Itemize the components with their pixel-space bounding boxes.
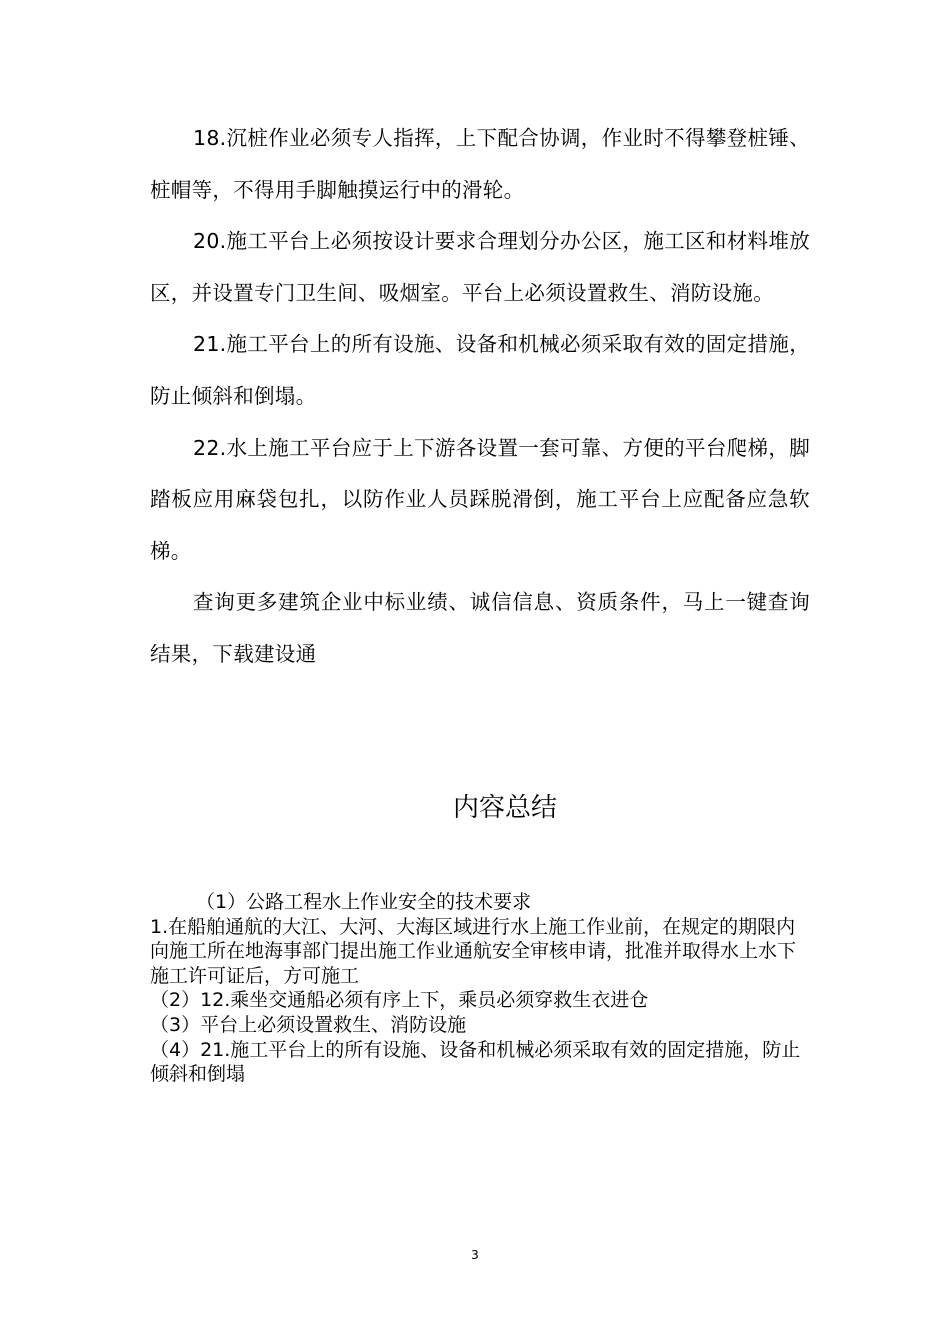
summary-item-4: （4）21.施工平台上的所有设施、设备和机械必须采取有效的固定措施，防止倾斜和倒塌 xyxy=(150,1038,801,1086)
paragraph-20: 20.施工平台上必须按设计要求合理划分办公区，施工区和材料堆放区，并设置专门卫生间、吸烟室。平台上必须设置救生、消防设施。 xyxy=(150,229,810,305)
body-text xyxy=(150,113,810,681)
summary-item-1: 1.在船舶通航的大江、大河、大海区域进行水上施工作业前，在规定的期限内向施工所在地海事部门提出施工作业通航安全审核申请，批准并取得水上水下施工许可证后，方可施工 xyxy=(150,915,797,987)
page-number: 3 xyxy=(471,1248,479,1262)
summary-title: 内容总结 xyxy=(452,793,557,823)
promo-paragraph: 查询更多建筑企业中标业绩、诚信信息、资质条件，马上一键查询结果，下载建设通 xyxy=(150,590,810,666)
summary-heading: （1）公路工程水上作业安全的技术要求 xyxy=(196,891,532,913)
paragraph-18: 18.沉桩作业必须专人指挥，上下配合协调，作业时不得攀登桩锤、桩帽等，不得用手脚触摸运行中的滑轮。 xyxy=(150,126,810,202)
paragraph-22: 22.水上施工平台应于上下游各设置一套可靠、方便的平台爬梯，脚踏板应用麻袋包扎，以防作业人员踩脱滑倒，施工平台上应配备应急软梯。 xyxy=(150,435,810,563)
summary-item-2: （2）12.乘坐交通船必须有序上下，乘员必须穿救生衣进仓 xyxy=(150,989,649,1012)
summary-item-3: （3）平台上必须设置救生、消防设施 xyxy=(150,1013,467,1036)
summary-section xyxy=(150,890,810,1087)
paragraph-21: 21.施工平台上的所有设施、设备和机械必须采取有效的固定措施，防止倾斜和倒塌。 xyxy=(150,332,810,408)
